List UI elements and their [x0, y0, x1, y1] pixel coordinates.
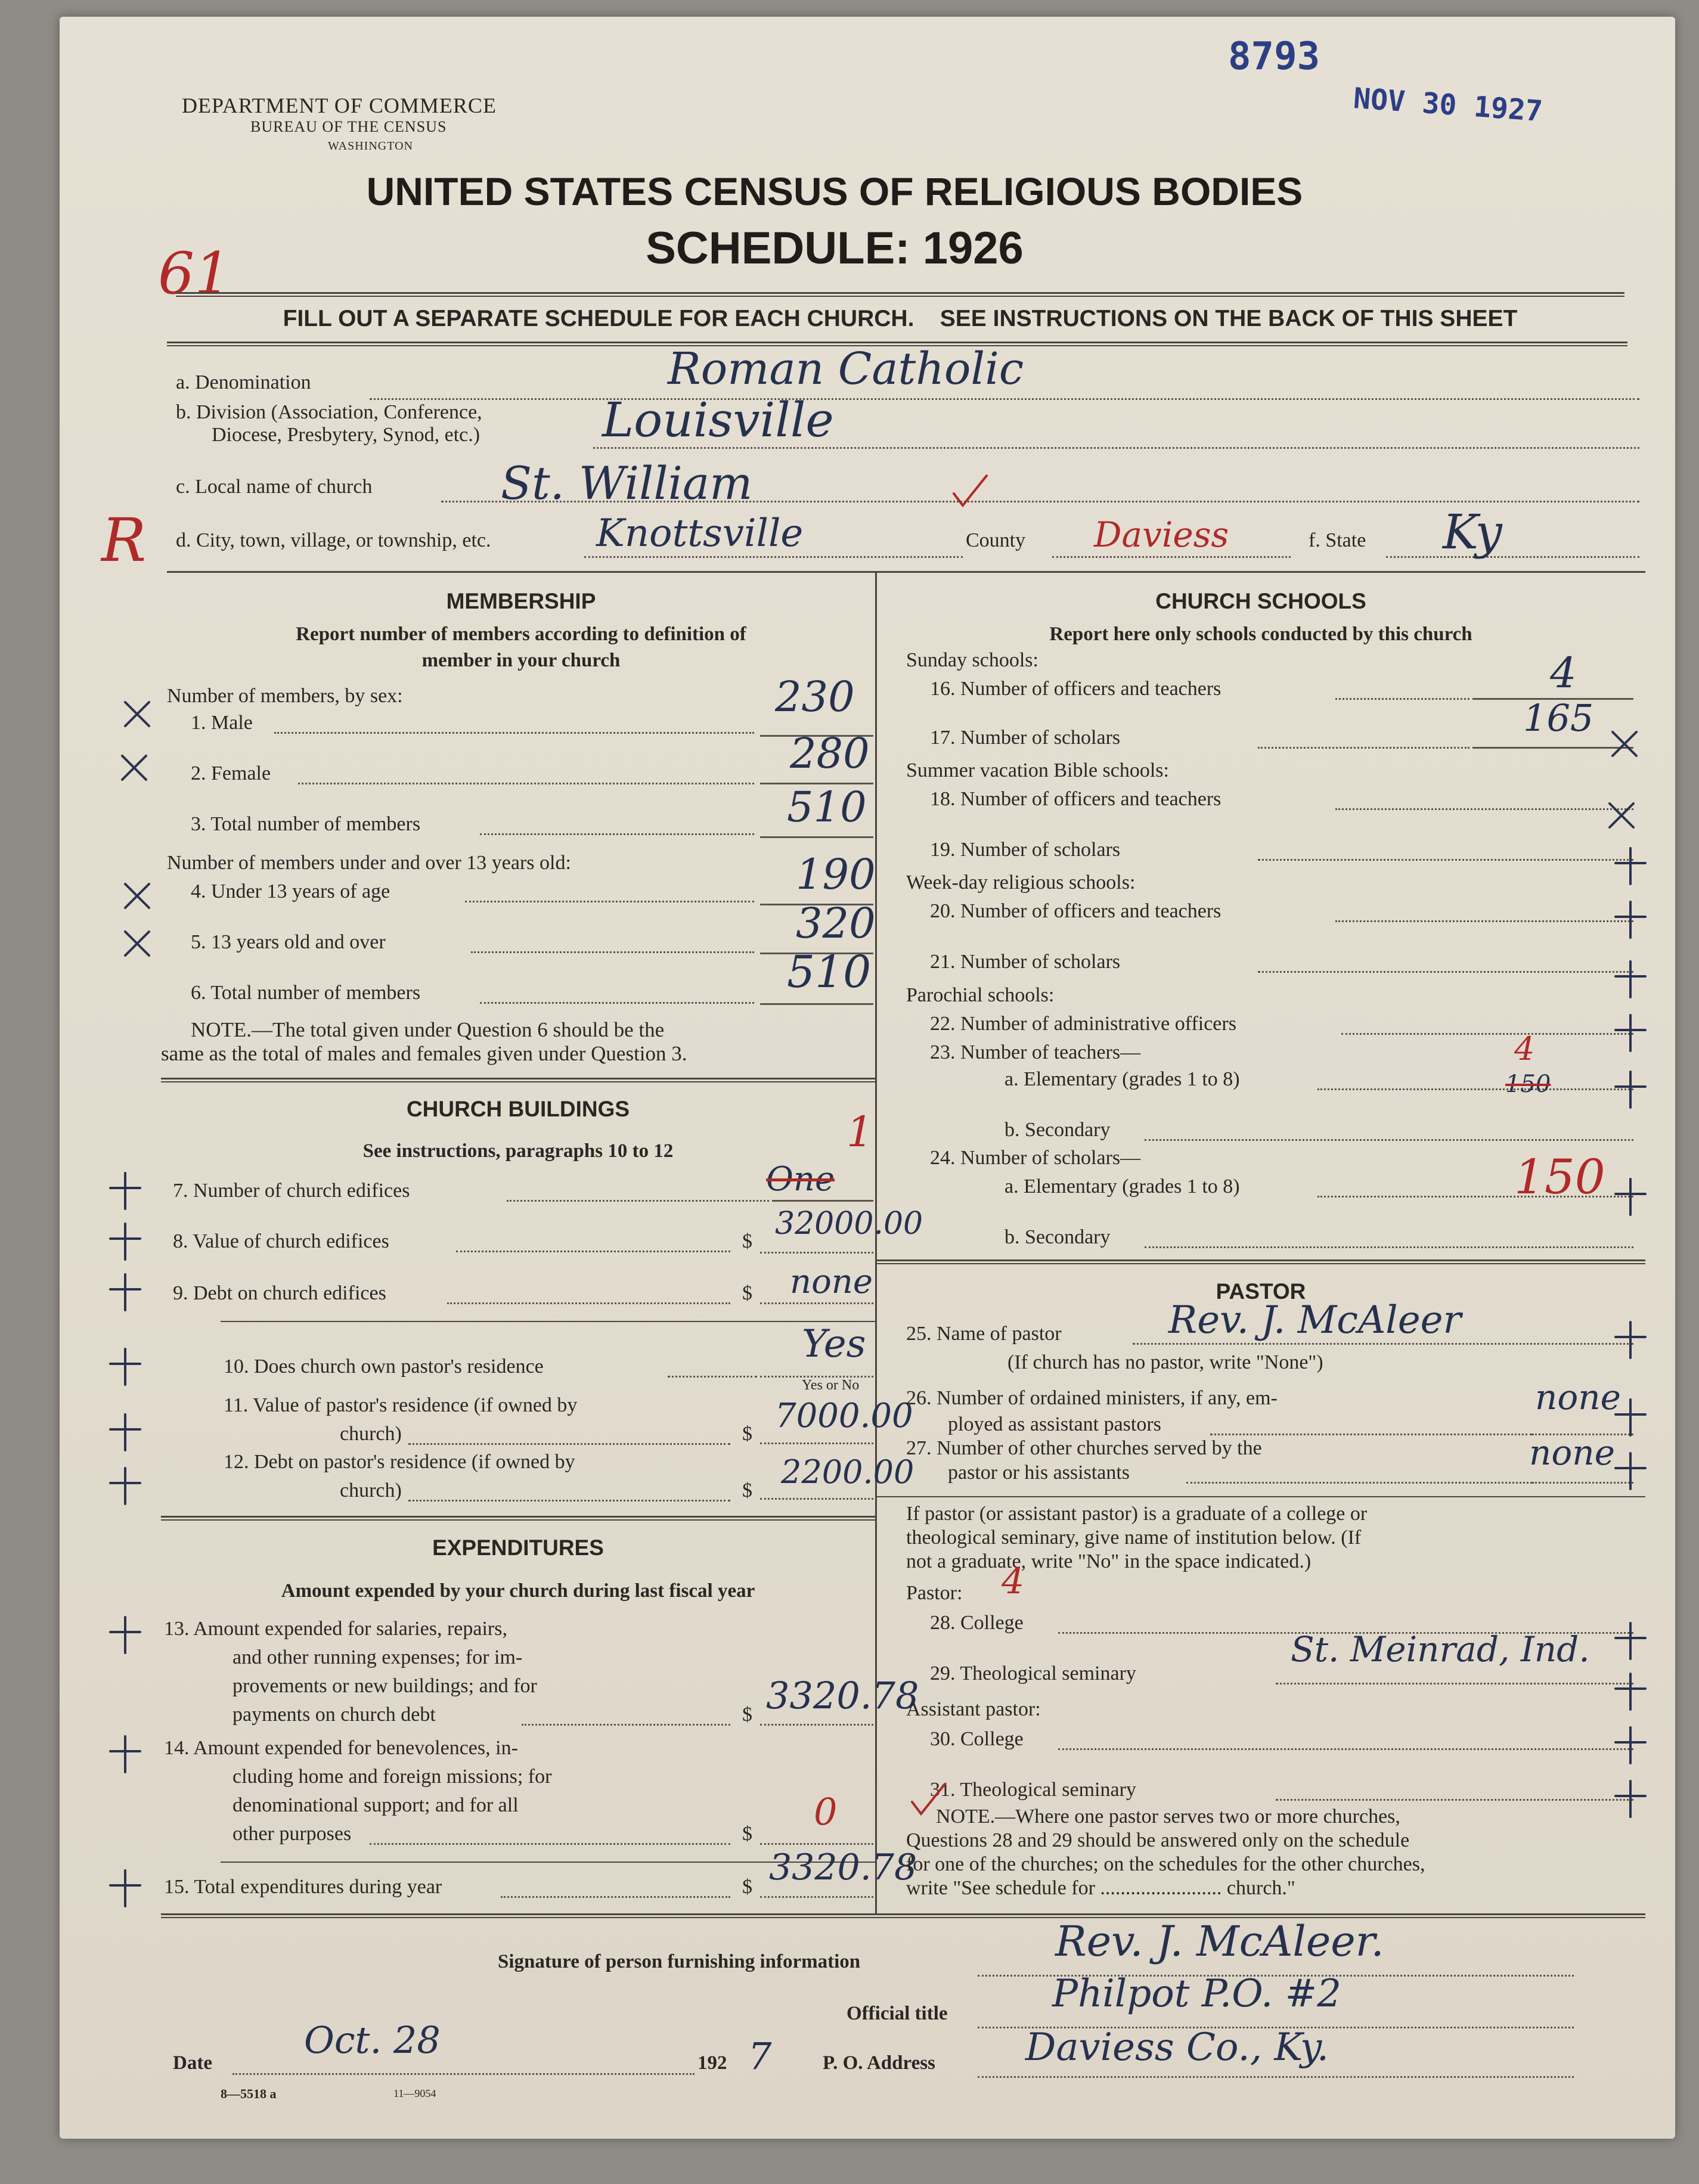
q7-value: 1	[847, 1107, 873, 1156]
q21-label: 21. Number of scholars	[930, 951, 1121, 973]
tick-q11	[110, 1414, 140, 1450]
form-number: 8—5518 a	[221, 2086, 277, 2101]
q4-label: 4. Under 13 years of age	[191, 880, 390, 902]
q9-dollar: $	[742, 1282, 752, 1304]
q14-label-1: 14. Amount expended for benevolences, in-	[164, 1737, 518, 1759]
denomination-value: Roman Catholic	[668, 343, 1024, 395]
tick-q12	[110, 1468, 140, 1504]
membership-note-2: same as the total of males and females given under Question 3.	[161, 1042, 687, 1065]
q6-label: 6. Total number of members	[191, 982, 421, 1004]
q11-value: 7000.00	[775, 1397, 913, 1435]
weekday-schools-label: Week-day religious schools:	[906, 871, 1136, 894]
pastor-note-3: for one of the churches; on the schedules for the other churches,	[906, 1853, 1425, 1875]
q27-value: none	[1529, 1432, 1615, 1473]
margin-letter: R	[101, 505, 147, 575]
q24-label: 24. Number of scholars—	[930, 1147, 1141, 1169]
tick-q22	[1616, 1015, 1645, 1051]
q15-dollar: $	[742, 1876, 752, 1898]
q25-note: (If church has no pastor, write "None")	[1007, 1351, 1323, 1373]
state-label: f. State	[1309, 529, 1366, 551]
q12-label-2: church)	[340, 1479, 402, 1502]
assistant-sublabel: Assistant pastor:	[906, 1698, 1041, 1720]
q4-value: 190	[796, 850, 876, 899]
membership-note-1: NOTE.—The total given under Question 6 should be the	[191, 1018, 665, 1041]
official-title-value: Philpot P.O. #2	[1052, 1972, 1341, 2016]
grad-note-3: not a graduate, write "No" in the space indicated.)	[906, 1550, 1312, 1572]
by-age-label: Number of members under and over 13 years old:	[167, 852, 571, 874]
q23-label: 23. Number of teachers—	[930, 1041, 1141, 1063]
stamp-date: NOV 30 1927	[1352, 81, 1544, 129]
parochial-schools-label: Parochial schools:	[906, 984, 1055, 1006]
year-prefix: 192	[697, 2052, 727, 2074]
q10-value: Yes	[802, 1322, 866, 1366]
page-subtitle: SCHEDULE: 1926	[646, 223, 1024, 274]
q2-label: 2. Female	[191, 762, 271, 784]
city-name: WASHINGTON	[328, 139, 413, 153]
check-church-name	[954, 476, 987, 505]
state-value: Ky	[1443, 504, 1502, 560]
pastor-sublabel: Pastor:	[906, 1582, 963, 1604]
q12-dollar: $	[742, 1479, 752, 1502]
q25-label: 25. Name of pastor	[906, 1323, 1062, 1345]
po-address-label: P. O. Address	[823, 2052, 935, 2074]
q13-label-2: and other running expenses; for im-	[232, 1646, 523, 1668]
stamp-number: 8793	[1228, 35, 1320, 79]
q30-label: 30. College	[930, 1728, 1024, 1750]
official-title-label: Official title	[847, 2003, 948, 2024]
church-name-label: c. Local name of church	[176, 476, 373, 498]
bureau-name: BUREAU OF THE CENSUS	[250, 118, 447, 135]
q3-label: 3. Total number of members	[191, 813, 421, 835]
q23a-label: a. Elementary (grades 1 to 8)	[1004, 1068, 1240, 1090]
city-value: Knottsville	[596, 511, 804, 556]
q26-label: 26. Number of ordained ministers, if any, em-	[906, 1387, 1278, 1409]
q7-label: 7. Number of church edifices	[173, 1180, 410, 1202]
expenditures-sub: Amount expended by your church during last fiscal year	[281, 1580, 755, 1602]
q6-value: 510	[787, 947, 872, 998]
q11-label: 11. Value of pastor's residence (if owned by	[224, 1394, 578, 1416]
tick-q5	[125, 932, 149, 956]
tick-q31	[1616, 1781, 1645, 1817]
denomination-label: a. Denomination	[176, 371, 311, 393]
q14-value: 0	[814, 1790, 838, 1834]
membership-sub-2: member in your church	[421, 650, 621, 671]
margin-number: 61	[158, 240, 231, 307]
po-address-value: Daviess Co., Ky.	[1025, 2025, 1329, 2070]
buildings-sub: See instructions, paragraphs 10 to 12	[362, 1140, 674, 1162]
q15-label: 15. Total expenditures during year	[164, 1876, 442, 1898]
tick-q28	[1616, 1623, 1645, 1659]
q13-label-3: provements or new buildings; and for	[232, 1675, 537, 1697]
q8-label: 8. Value of church edifices	[173, 1230, 389, 1252]
q27-label-2: pastor or his assistants	[948, 1462, 1130, 1484]
tick-q13	[110, 1617, 140, 1653]
q9-value: none	[790, 1262, 873, 1301]
q23b-label: b. Secondary	[1004, 1119, 1111, 1141]
pastor-note-1: NOTE.—Where one pastor serves two or more churches,	[936, 1805, 1400, 1828]
q13-label-1: 13. Amount expended for salaries, repairs,	[164, 1618, 507, 1640]
q27-label: 27. Number of other churches served by the	[906, 1437, 1262, 1459]
q26-label-2: ployed as assistant pastors	[948, 1413, 1161, 1435]
pastor-note-2: Questions 28 and 29 should be answered only on the schedule	[906, 1829, 1410, 1851]
q13-value: 3320.78	[766, 1674, 919, 1717]
tick-q21	[1616, 961, 1645, 997]
q14-label-2: cluding home and foreign missions; for	[232, 1766, 552, 1788]
q13-label-4: payments on church debt	[232, 1704, 436, 1726]
signature-value: Rev. J. McAleer.	[1055, 1917, 1384, 1966]
county-value: Daviess	[1094, 514, 1229, 555]
q25-value: Rev. J. McAleer	[1168, 1298, 1462, 1342]
q14-dollar: $	[742, 1823, 752, 1845]
date-label: Date	[173, 2052, 212, 2074]
tick-q10	[110, 1349, 140, 1385]
instruction-line: FILL OUT A SEPARATE SCHEDULE FOR EACH CHURCH. SEE INSTRUCTIONS ON THE BACK OF THIS SHEET	[283, 306, 1518, 331]
q31-label: 31. Theological seminary	[930, 1779, 1136, 1801]
q12-label: 12. Debt on pastor's residence (if owned by	[224, 1451, 575, 1473]
q9-label: 9. Debt on church edifices	[173, 1282, 386, 1304]
q10-label: 10. Does church own pastor's residence	[224, 1355, 544, 1378]
q5-value: 320	[796, 899, 876, 948]
tick-q17	[1613, 732, 1636, 756]
q19-label: 19. Number of scholars	[930, 839, 1121, 861]
membership-sub-1: Report number of members according to definition of	[296, 623, 746, 645]
division-label: b. Division (Association, Conference,	[176, 401, 482, 423]
schools-title: CHURCH SCHOOLS	[1155, 589, 1366, 613]
q2-value: 280	[790, 729, 870, 778]
margin-tick-marks	[60, 17, 1675, 2139]
q24a-value: 150	[1514, 1149, 1605, 1205]
page-title: UNITED STATES CENSUS OF RELIGIOUS BODIES	[366, 169, 1303, 213]
q11-label-2: church)	[340, 1423, 402, 1445]
q20-label: 20. Number of officers and teachers	[930, 900, 1221, 922]
county-label: County	[966, 529, 1026, 551]
city-label: d. City, town, village, or township, etc.	[176, 529, 491, 551]
q13-dollar: $	[742, 1704, 752, 1726]
yes-or-no-hint: Yes or No	[802, 1378, 860, 1393]
census-schedule-sheet	[60, 17, 1675, 2139]
tick-q2	[122, 756, 146, 780]
tick-q1	[125, 702, 149, 726]
q28-label: 28. College	[930, 1612, 1024, 1634]
expenditures-title: EXPENDITURES	[432, 1535, 604, 1560]
tick-q4	[125, 884, 149, 908]
q3-value: 510	[787, 783, 867, 832]
grad-note-2: theological seminary, give name of institution below. (If	[906, 1527, 1362, 1549]
q16-value: 4	[1550, 649, 1577, 697]
tick-q7	[110, 1173, 140, 1209]
q17-label: 17. Number of scholars	[930, 727, 1121, 749]
division-label-2: Diocese, Presbytery, Synod, etc.)	[212, 424, 480, 446]
q5-label: 5. 13 years old and over	[191, 931, 386, 953]
q23a-value: 4	[1514, 1030, 1535, 1068]
tick-q15	[110, 1870, 140, 1906]
membership-title: MEMBERSHIP	[446, 589, 596, 613]
q22-label: 22. Number of administrative officers	[930, 1013, 1236, 1035]
sunday-schools-label: Sunday schools:	[906, 649, 1038, 671]
tick-q23	[1616, 1072, 1645, 1107]
dept-name: DEPARTMENT OF COMMERCE	[182, 94, 497, 117]
tick-q9	[110, 1274, 140, 1310]
tick-q20	[1616, 902, 1645, 938]
signature-label: Signature of person furnishing information	[498, 1951, 861, 1972]
tick-q27	[1616, 1453, 1645, 1489]
tick-q24	[1616, 1179, 1645, 1215]
summer-schools-label: Summer vacation Bible schools:	[906, 759, 1169, 781]
tick-q29	[1616, 1674, 1645, 1710]
q8-dollar: $	[742, 1230, 752, 1252]
q24a-label: a. Elementary (grades 1 to 8)	[1004, 1175, 1240, 1198]
tick-q19	[1616, 848, 1645, 884]
q26-value: none	[1535, 1377, 1621, 1417]
q7-struck-value: One	[766, 1160, 835, 1199]
tick-q30	[1616, 1727, 1645, 1763]
check-q14	[912, 1784, 945, 1814]
tick-q14	[110, 1736, 140, 1772]
q24b-label: b. Secondary	[1004, 1226, 1111, 1248]
tick-q25	[1616, 1322, 1645, 1358]
q11-dollar: $	[742, 1423, 752, 1445]
q8-value: 32000.00	[775, 1206, 923, 1242]
pastor-note-4: write "See schedule for ........................ church."	[906, 1877, 1295, 1899]
division-value: Louisville	[602, 392, 834, 448]
q17-value: 165	[1523, 696, 1594, 740]
buildings-title: CHURCH BUILDINGS	[406, 1097, 630, 1121]
grad-note-1: If pastor (or assistant pastor) is a graduate of a college or	[906, 1503, 1368, 1525]
print-number: 11—9054	[393, 2087, 436, 2099]
q1-label: 1. Male	[191, 712, 253, 734]
date-value: Oct. 28	[304, 2018, 441, 2062]
q12-value: 2200.00	[781, 1453, 914, 1491]
pastor-sublabel-mark: 4	[1002, 1561, 1025, 1602]
pastor-title: PASTOR	[1216, 1279, 1306, 1304]
by-sex-label: Number of members, by sex:	[167, 685, 403, 707]
q15-value: 3320.78	[769, 1847, 917, 1888]
q14-label-4: other purposes	[232, 1823, 352, 1845]
schools-sub: Report here only schools conducted by this church	[1049, 623, 1472, 645]
q1-value: 230	[775, 672, 855, 721]
tick-q8	[110, 1224, 140, 1259]
q16-label: 16. Number of officers and teachers	[930, 678, 1221, 700]
church-name-value: St. William	[501, 457, 753, 510]
q18-label: 18. Number of officers and teachers	[930, 788, 1221, 810]
q23a-struck-value: 150	[1505, 1071, 1551, 1098]
tick-q18	[1610, 804, 1633, 827]
q14-label-3: denominational support; and for all	[232, 1794, 519, 1816]
tick-q26	[1616, 1400, 1645, 1435]
year-value: 7	[748, 2034, 772, 2078]
q29-label: 29. Theological seminary	[930, 1662, 1136, 1684]
q29-value: St. Meinrad, Ind.	[1291, 1629, 1590, 1670]
